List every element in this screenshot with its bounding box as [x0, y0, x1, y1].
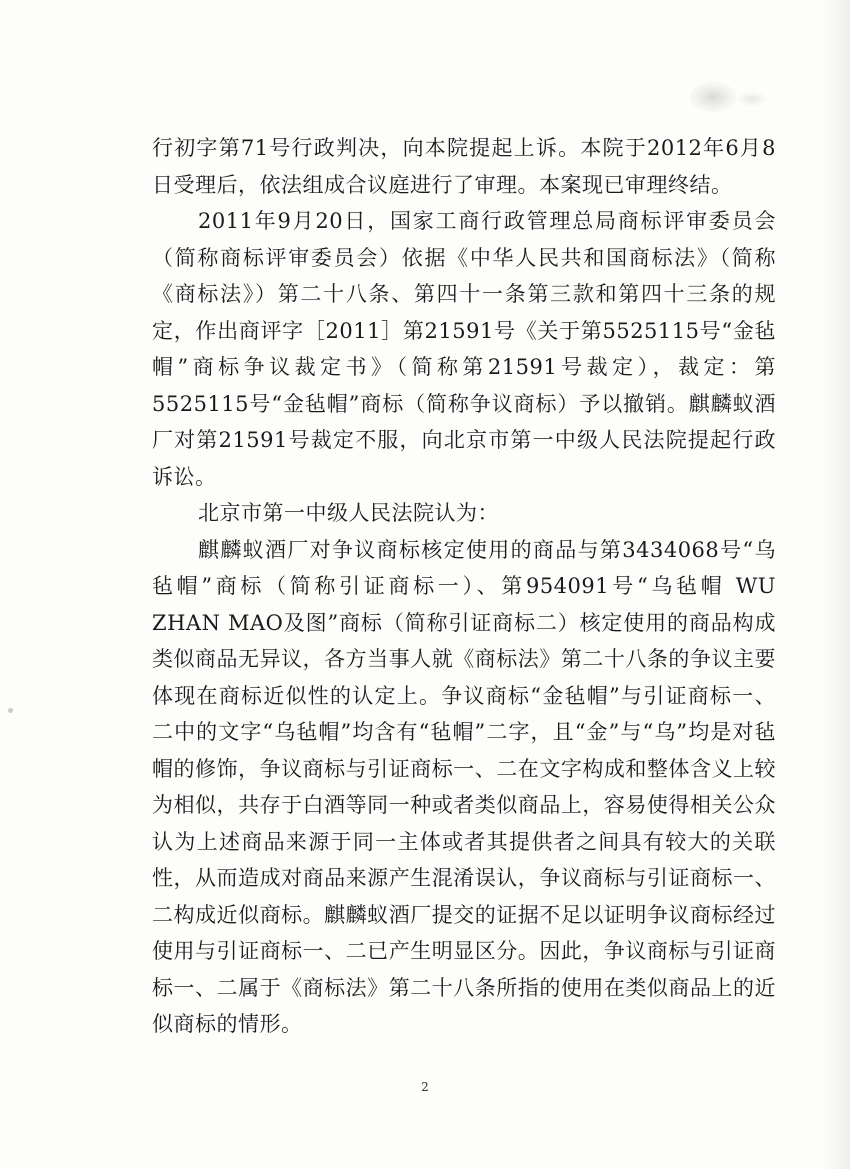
paragraph-court-opinion-heading: 北京市第一中级人民法院认为： [198, 501, 499, 525]
paragraph-continuation: 行初字第71号行政判决，向本院提起上诉。本院于2012年6月8日受理后，依法组成合议庭进行了审理。本案现已审理终结。 [152, 136, 776, 197]
paragraph-court-reasoning: 麒麟蚁酒厂对争议商标核定使用的商品与第3434068号“乌毡帽”商标（简称引证商标一）、第954091号“乌毡帽 WU ZHAN MAO及图”商标（简称引证商标二）核定使用的商品构成类似商品无异议，各方当事人就《商标法》第二十八条的争议主要体现在商标近似性的认定上。争议商标“金毡帽”与引证商标一、二中的文字“乌毡帽”均含有“毡帽”二字，且“金”与“乌”均是对毡帽的修饰，争议商标与引证商标一、二在文字构成和整体含义上较为相似，共存于白酒等同一种或者类似商品上，容易使得相关公众认为上述商品来源于同一主体或者其提供者之间具有较大的关联性，从而造成对商品来源产生混淆误认，争议商标与引证商标一、二构成近似商标。麒麟蚁酒厂提交的证据不足以证明争议商标经过使用与引证商标一、二已产生明显区分。因此，争议商标与引证商标一、二属于《商标法》第二十八条所指的使用在类似商品上的近似商标的情形。 [152, 537, 776, 1036]
scan-smudge [690, 82, 736, 112]
page-edge-shadow [824, 0, 850, 1169]
page-number: 2 [421, 1080, 429, 1094]
paragraph-ruling-background: 2011年9月20日，国家工商行政管理总局商标评审委员会（简称商标评审委员会）依据《中华人民共和国商标法》（简称《商标法》）第二十八条、第四十一条第三款和第四十三条的规定，作出商评字［2011］第21591号《关于第5525115号“金毡帽”商标争议裁定书》（简称第21591号裁定），裁定：第5525115号“金毡帽”商标（简称争议商标）予以撤销。麒麟蚁酒厂对第21591号裁定不服，向北京市第一中级人民法院提起行政诉讼。 [152, 209, 776, 489]
scan-smudge [738, 92, 766, 106]
body-text [152, 130, 776, 1043]
scan-dot [8, 708, 13, 713]
